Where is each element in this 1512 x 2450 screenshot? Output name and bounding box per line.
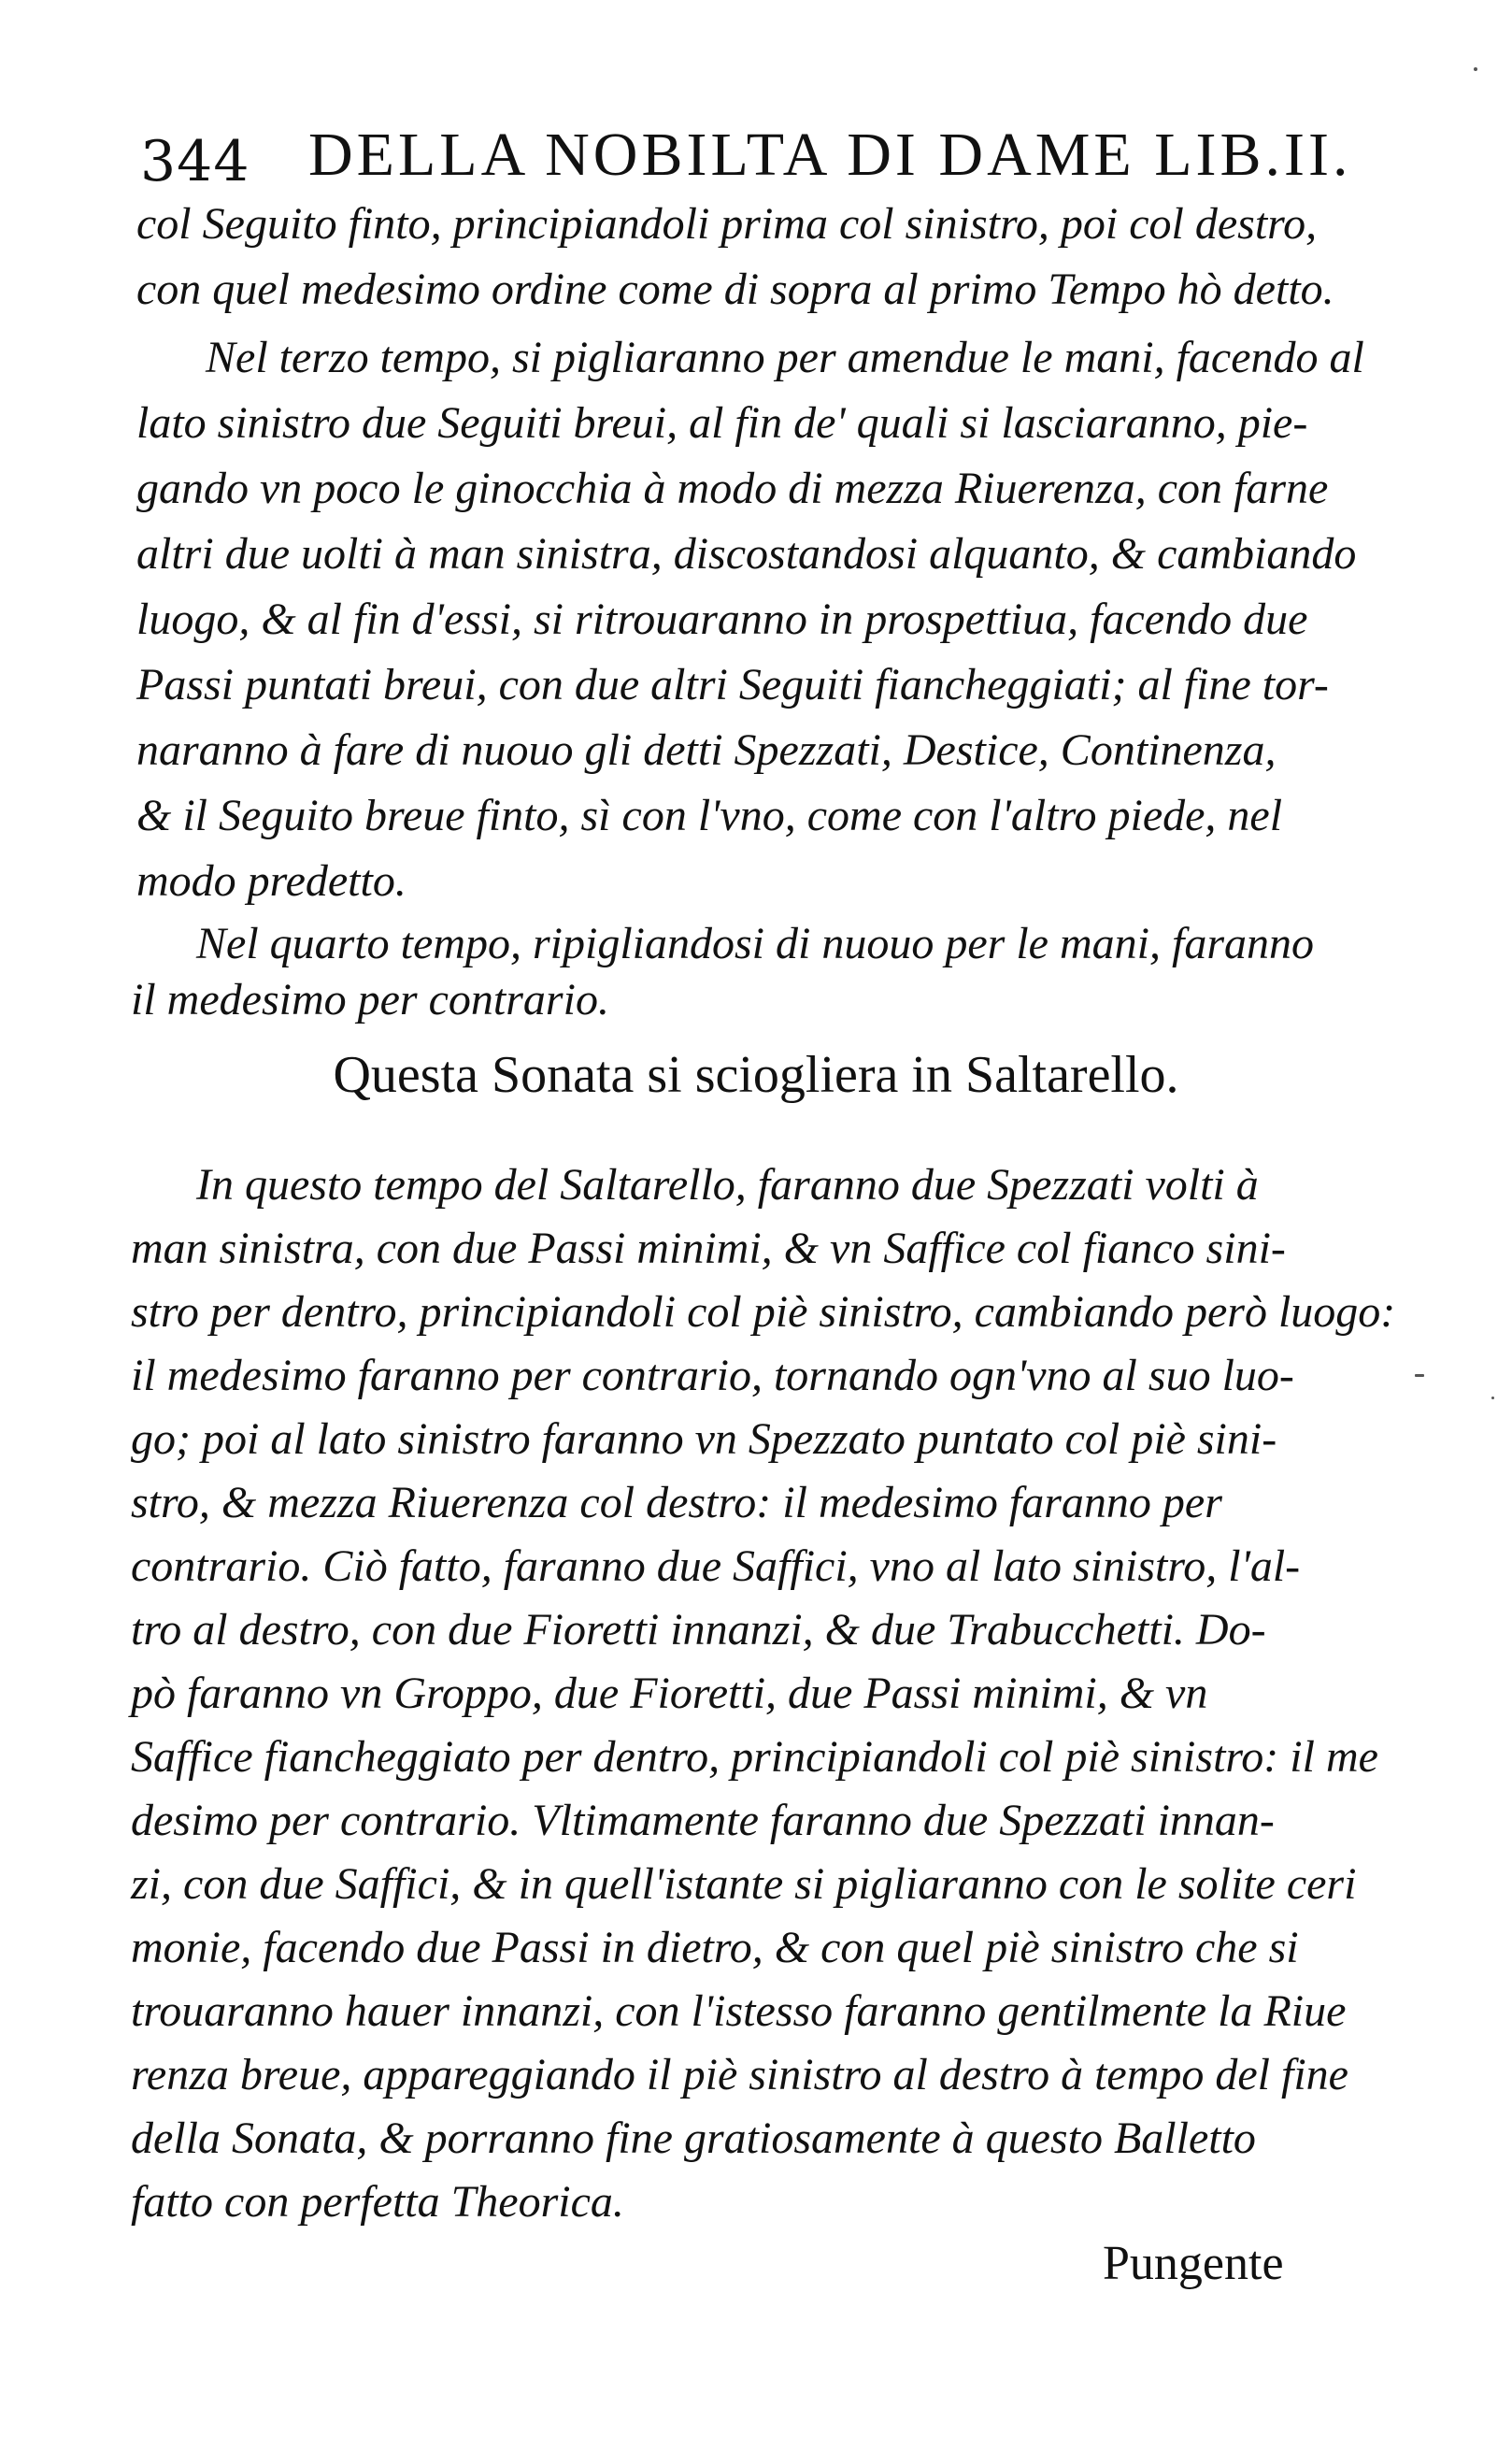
running-head: DELLA NOBILTA DI DAME LIB.II. bbox=[308, 121, 1352, 189]
text-line: stro, & mezza Riuerenza col destro: il medesimo faranno per bbox=[131, 1478, 1222, 1527]
text-line: lato sinistro due Seguiti breui, al fin de' quali si lasciaranno, pie- bbox=[136, 398, 1308, 448]
text-line: contrario. Ciò fatto, faranno due Saffici, vno al lato sinistro, l'al- bbox=[131, 1541, 1301, 1591]
text-line: il medesimo per contrario. bbox=[131, 975, 609, 1024]
text-line: stro per dentro, principiandoli col piè sinistro, cambiando però luogo: bbox=[131, 1287, 1396, 1337]
text-line: Saffice fiancheggiato per dentro, principiandoli col piè sinistro: il me bbox=[131, 1732, 1378, 1782]
text-line: con quel medesimo ordine come di sopra al primo Tempo hò detto. bbox=[136, 265, 1334, 314]
section-heading: Questa Sonata si sciogliera in Saltarello. bbox=[333, 1046, 1179, 1104]
text-line: trouaranno hauer innanzi, con l'istesso faranno gentilmente la Riue bbox=[131, 1986, 1347, 2036]
text-line: tro al destro, con due Fioretti innanzi, & due Trabucchetti. Do- bbox=[131, 1605, 1266, 1655]
print-speck bbox=[1491, 1397, 1494, 1399]
page-number: 344 bbox=[140, 129, 250, 194]
text-line: il medesimo faranno per contrario, tornando ogn'vno al suo luo- bbox=[131, 1351, 1294, 1400]
text-line: zi, con due Saffici, & in quell'istante si pigliaranno con le solite ceri bbox=[131, 1859, 1357, 1909]
print-speck bbox=[1415, 1374, 1424, 1377]
text-line: modo predetto. bbox=[136, 856, 407, 906]
catchword: Pungente bbox=[1103, 2237, 1284, 2290]
text-line: pò faranno vn Groppo, due Fioretti, due Passi minimi, & vn bbox=[131, 1669, 1208, 1718]
text-line: Nel quarto tempo, ripigliandosi di nuouo per le mani, faranno bbox=[196, 919, 1314, 968]
text-line: luogo, & al fin d'essi, si ritrouaranno in prospettiua, facendo due bbox=[136, 595, 1308, 644]
text-line: Passi puntati breui, con due altri Seguiti fiancheggiati; al fine tor- bbox=[136, 660, 1329, 709]
text-line: naranno à fare di nuouo gli detti Spezzati, Destice, Continenza, bbox=[136, 725, 1277, 775]
text-line: monie, facendo due Passi in dietro, & con quel piè sinistro che si bbox=[131, 1923, 1299, 1972]
print-speck bbox=[1474, 67, 1477, 71]
text-line: man sinistra, con due Passi minimi, & vn Saffice col fianco sini- bbox=[131, 1224, 1286, 1273]
text-line: Nel terzo tempo, si pigliaranno per amendue le mani, facendo al bbox=[206, 333, 1364, 382]
text-line: col Seguito finto, principiandoli prima col sinistro, poi col destro, bbox=[136, 199, 1318, 249]
text-line: In questo tempo del Saltarello, faranno due Spezzati volti à bbox=[196, 1160, 1259, 1210]
text-line: della Sonata, & porranno fine gratiosamente à questo Balletto bbox=[131, 2113, 1256, 2163]
text-line: go; poi al lato sinistro faranno vn Spezzato puntato col piè sini- bbox=[131, 1414, 1277, 1464]
text-line: & il Seguito breue finto, sì con l'vno, come con l'altro piede, nel bbox=[136, 791, 1283, 840]
paragraph-continuation bbox=[131, 0, 1420, 2450]
text-line: fatto con perfetta Theorica. bbox=[131, 2177, 624, 2227]
text-line: desimo per contrario. Vltimamente faranno due Spezzati innan- bbox=[131, 1796, 1275, 1845]
text-line: altri due uolti à man sinistra, discostandosi alquanto, & cambiando bbox=[136, 529, 1357, 579]
text-line: renza breue, appareggiando il piè sinistro al destro à tempo del fine bbox=[131, 2050, 1348, 2099]
text-line: gando vn poco le ginocchia à modo di mezza Riuerenza, con farne bbox=[136, 464, 1329, 513]
